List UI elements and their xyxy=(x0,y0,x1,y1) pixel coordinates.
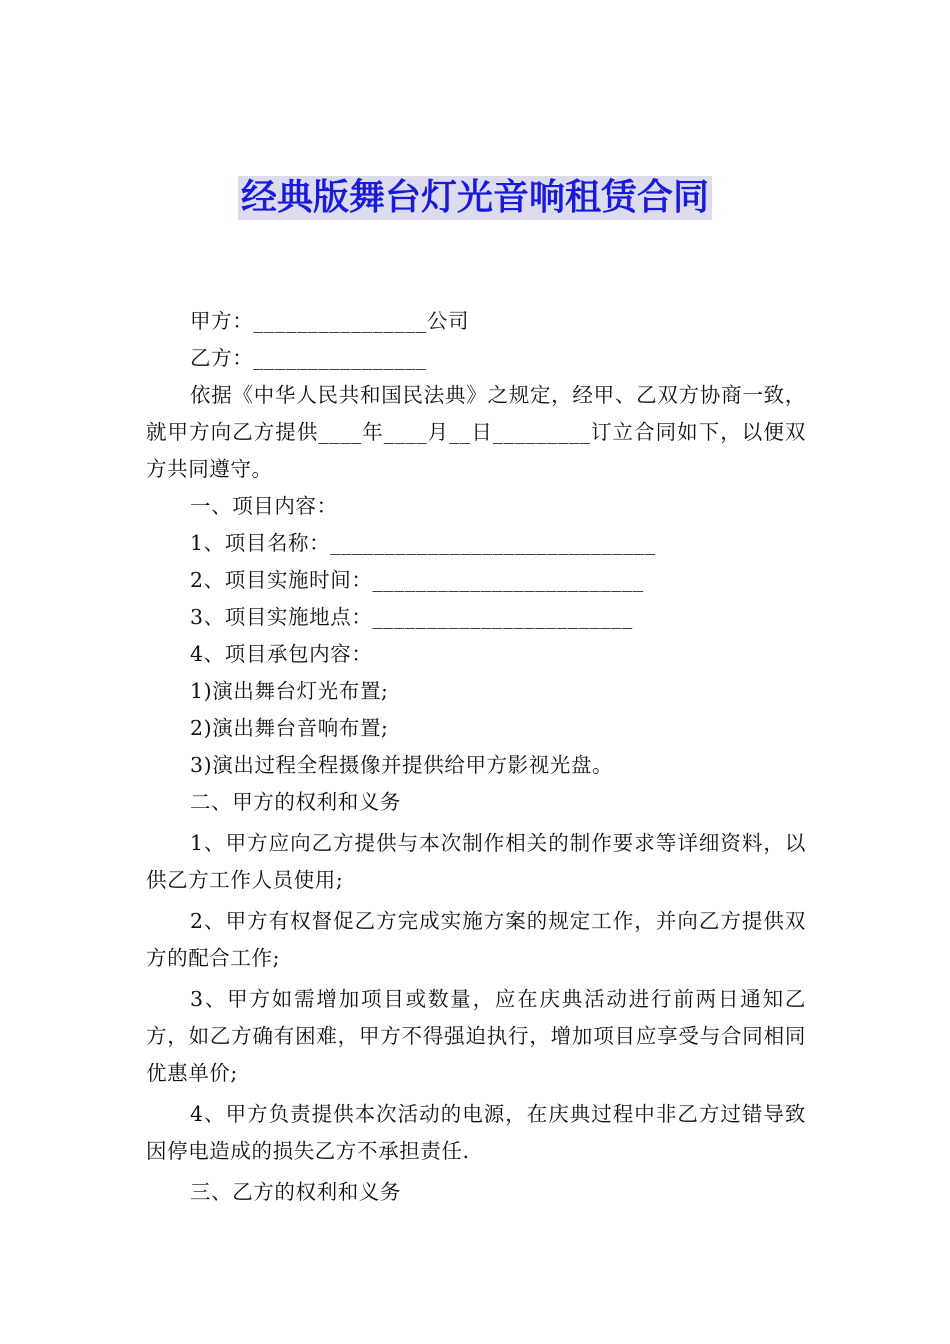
document-title: 经典版舞台灯光音响租赁合同 xyxy=(238,176,712,220)
scope-item-video: 3)演出过程全程摄像并提供给甲方影视光盘。 xyxy=(190,753,614,777)
preamble-paragraph: 依据《中华人民共和国民法典》之规定，经甲、乙双方协商一致，就甲方向乙方提供____年____月__日_________订立合同如下，以便双方共同遵守。 xyxy=(146,383,806,481)
party-a-clause-3: 3、甲方如需增加项目或数量，应在庆典活动进行前两日通知乙方，如乙方确有困难，甲方不得强迫执行，增加项目应享受与合同相同优惠单价; xyxy=(146,987,806,1085)
party-a-clause-4: 4、甲方负责提供本次活动的电源，在庆典过程中非乙方过错导致因停电造成的损失乙方不承担责任. xyxy=(146,1102,806,1163)
title-block xyxy=(0,176,950,220)
section-heading-3: 三、乙方的权利和义务 xyxy=(190,1180,401,1204)
section-heading-1: 一、项目内容： xyxy=(190,494,338,518)
party-b-line: 乙方：________________ xyxy=(190,346,427,370)
party-a-line: 甲方：________________公司 xyxy=(190,309,470,333)
item-project-location: 3、项目实施地点：________________________ xyxy=(190,605,633,629)
item-project-time: 2、项目实施时间：_________________________ xyxy=(190,568,644,592)
item-project-name: 1、项目名称：______________________________ xyxy=(190,531,656,555)
section-heading-2: 二、甲方的权利和义务 xyxy=(190,790,401,814)
party-a-clause-2: 2、甲方有权督促乙方完成实施方案的规定工作，并向乙方提供双方的配合工作; xyxy=(146,909,806,970)
document-body xyxy=(146,303,806,1211)
scope-item-lighting: 1)演出舞台灯光布置; xyxy=(190,679,389,703)
item-project-scope: 4、项目承包内容： xyxy=(190,642,373,666)
scope-item-audio: 2)演出舞台音响布置; xyxy=(190,716,389,740)
party-a-clause-1: 1、甲方应向乙方提供与本次制作相关的制作要求等详细资料，以供乙方工作人员使用; xyxy=(146,831,806,892)
